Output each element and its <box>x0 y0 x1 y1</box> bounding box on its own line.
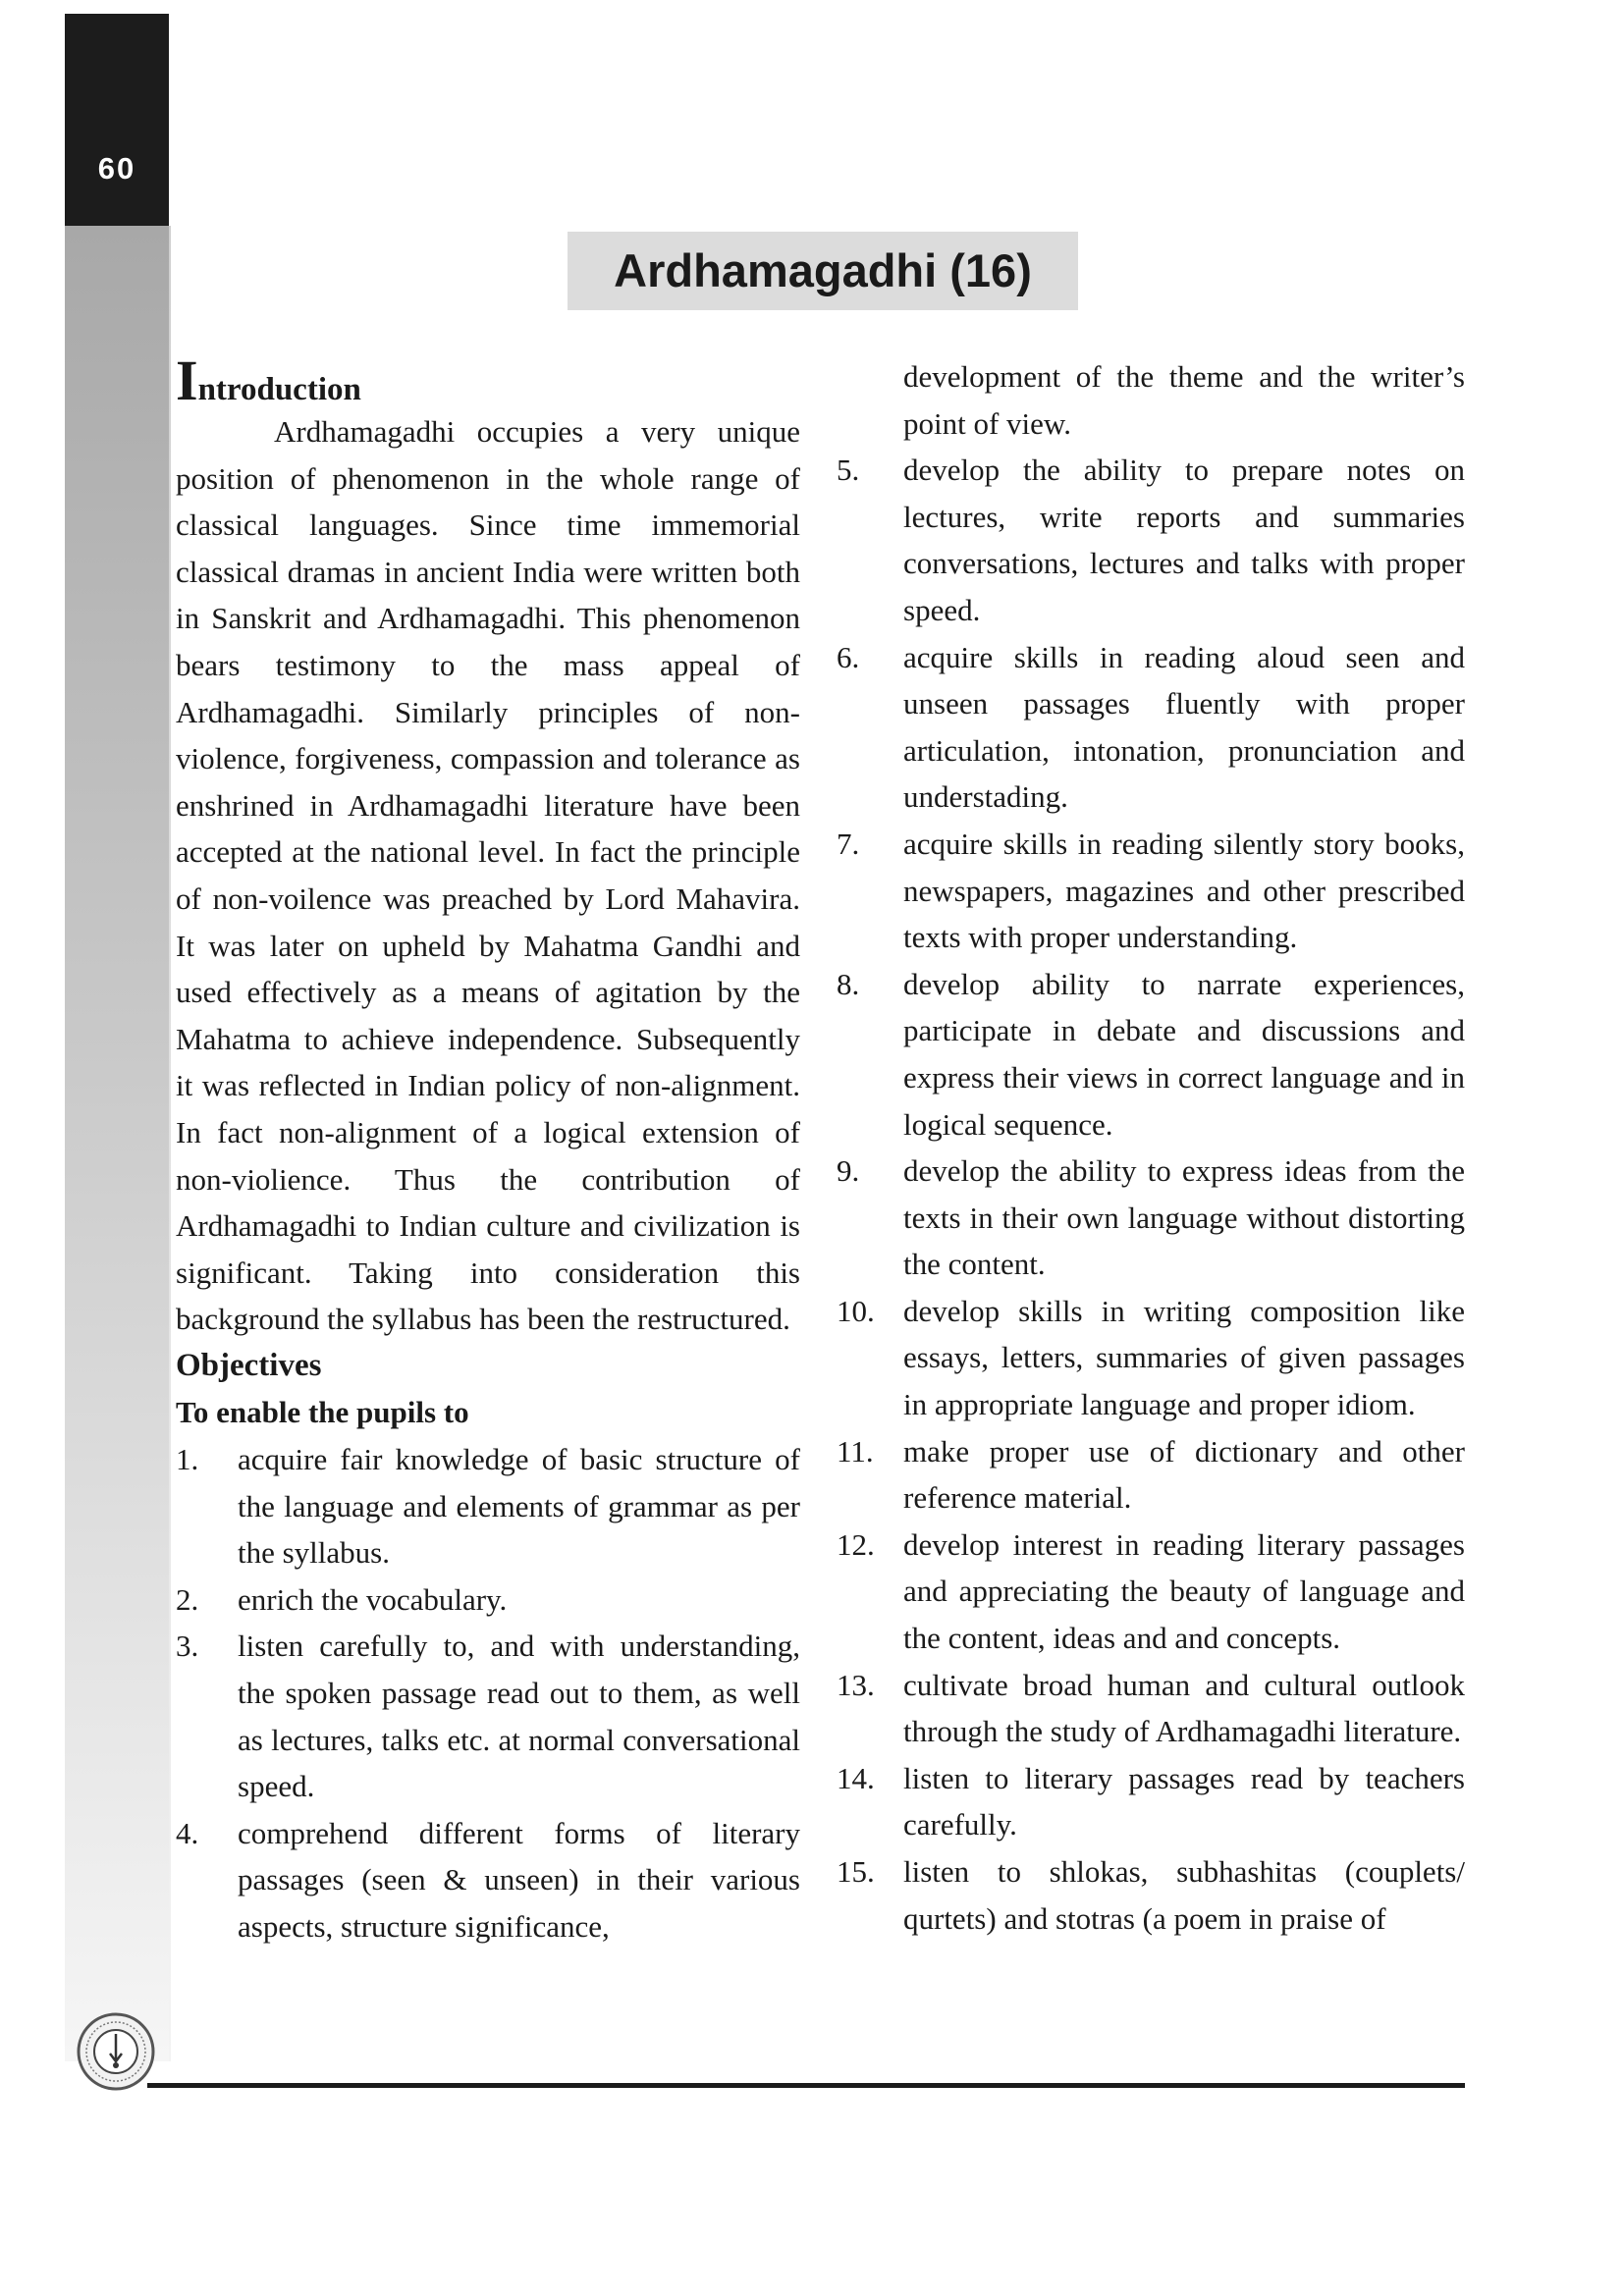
objective-text: develop skills in writing composition like essays, letters, summaries of given passages in appropriate language and proper idiom. <box>903 1293 1465 1422</box>
circular-emblem-icon <box>75 2010 157 2093</box>
objective-item <box>176 1436 800 1576</box>
objective-item <box>837 1522 1465 1662</box>
objective-item <box>176 1810 800 1950</box>
objective-item <box>837 1148 1465 1288</box>
objective-number: 2. <box>176 1581 199 1617</box>
objective-number: 1. <box>176 1442 199 1477</box>
left-column <box>176 348 800 1950</box>
objectives-subheading: To enable the pupils to <box>176 1395 469 1430</box>
objective-number: 15. <box>837 1854 875 1889</box>
drop-cap: I <box>176 348 198 412</box>
objective-number: 6. <box>837 639 860 674</box>
objective-text: enrich the vocabulary. <box>238 1581 508 1617</box>
objective-number: 5. <box>837 453 860 488</box>
objectives-list-left <box>176 1436 800 1950</box>
objective-number: 12. <box>837 1526 875 1562</box>
objective-text: listen to shlokas, subhashitas (couplets/ qurtets) and stotras (a poem in praise of <box>903 1854 1465 1936</box>
objective-number: 10. <box>837 1293 875 1328</box>
objective-item <box>837 1755 1465 1848</box>
objective-text: develop ability to narrate experiences, participate in debate and discussions and express their views in correct language and in logical sequence. <box>903 966 1465 1142</box>
introduction-heading <box>176 348 800 412</box>
objective-item <box>176 1623 800 1809</box>
objective-continuation: development of the theme and the writer’s point of view. <box>903 359 1465 441</box>
page-number: 60 <box>97 151 136 186</box>
objective-number: 3. <box>176 1629 199 1664</box>
sidebar-gradient <box>65 226 169 2061</box>
introduction-paragraph: Ardhamagadhi occupies a very unique position of phenomenon in the whole range of classical languages. Since time immemorial classical dramas in ancient India were written both in Sanskrit and Ardhamagadhi. This phenomenon bears testimony to the mass appeal of Ardhamagadhi. Similarly principles of non-violence, forgiveness, compassion and tolerance as enshrined in Ardhamagadhi literature have been accepted at the national level. In fact the principle of non-voilence was preached by Lord Mahavira. It was later on upheld by Mahatma Gandhi and used effectively as a means of agitation by the Mahatma to achieve independence. Subsequently it was reflected in Indian policy of non-alignment. In fact non-alignment of a logical extension of non-violience. Thus the contribution of Ardhamagadhi to Indian culture and civilization is significant. Taking into consideration this background the syllabus has been the restructured. <box>176 414 800 1337</box>
objective-text: listen carefully to, and with understanding, the spoken passage read out to them, as well as lectures, talks etc. at normal conversational speed. <box>238 1629 800 1804</box>
objective-item <box>837 961 1465 1148</box>
objective-text: acquire skills in reading silently story books, newspapers, magazines and other prescribed texts with proper understanding. <box>903 826 1465 955</box>
objective-text: acquire fair knowledge of basic structure of the language and elements of grammar as per the syllabus. <box>238 1442 800 1571</box>
objective-text: make proper use of dictionary and other reference material. <box>903 1433 1465 1516</box>
introduction-heading-text: ntroduction <box>197 372 361 407</box>
objective-number: 4. <box>176 1815 199 1850</box>
objective-item <box>837 821 1465 961</box>
objective-text: develop the ability to prepare notes on lectures, write reports and summaries conversations, lectures and talks with proper speed. <box>903 453 1465 627</box>
objective-item <box>837 1662 1465 1755</box>
objective-item <box>176 1576 800 1624</box>
objectives-heading: Objectives <box>176 1347 322 1383</box>
objective-number: 8. <box>837 966 860 1001</box>
objective-number: 14. <box>837 1760 875 1795</box>
objective-text: comprehend different forms of literary passages (seen & unseen) in their various aspects, structure significance, <box>238 1815 800 1944</box>
objective-number: 7. <box>837 826 860 861</box>
bottom-rule <box>147 2083 1465 2088</box>
page-tab <box>65 14 169 226</box>
objective-text: develop the ability to express ideas from the texts in their own language without distorting the content. <box>903 1153 1465 1282</box>
objective-item <box>837 1428 1465 1522</box>
objective-text: acquire skills in reading aloud seen and unseen passages fluently with proper articulation, intonation, pronunciation and understading. <box>903 639 1465 815</box>
right-column <box>837 353 1465 1942</box>
objectives-list-right <box>837 447 1465 1942</box>
objective-item <box>837 1288 1465 1428</box>
objective-text: cultivate broad human and cultural outlook through the study of Ardhamagadhi literature. <box>903 1667 1465 1749</box>
objective-item <box>837 447 1465 633</box>
sidebar-edge <box>169 226 171 2061</box>
objective-item <box>837 1848 1465 1942</box>
objective-number: 13. <box>837 1667 875 1702</box>
objective-number: 11. <box>837 1433 874 1468</box>
objective-text: listen to literary passages read by teachers carefully. <box>903 1760 1465 1842</box>
objective-number: 9. <box>837 1153 860 1189</box>
objective-item <box>837 634 1465 821</box>
objective-text: develop interest in reading literary passages and appreciating the beauty of language and the content, ideas and and concepts. <box>903 1526 1465 1656</box>
page-title: Ardhamagadhi (16) <box>614 244 1032 296</box>
